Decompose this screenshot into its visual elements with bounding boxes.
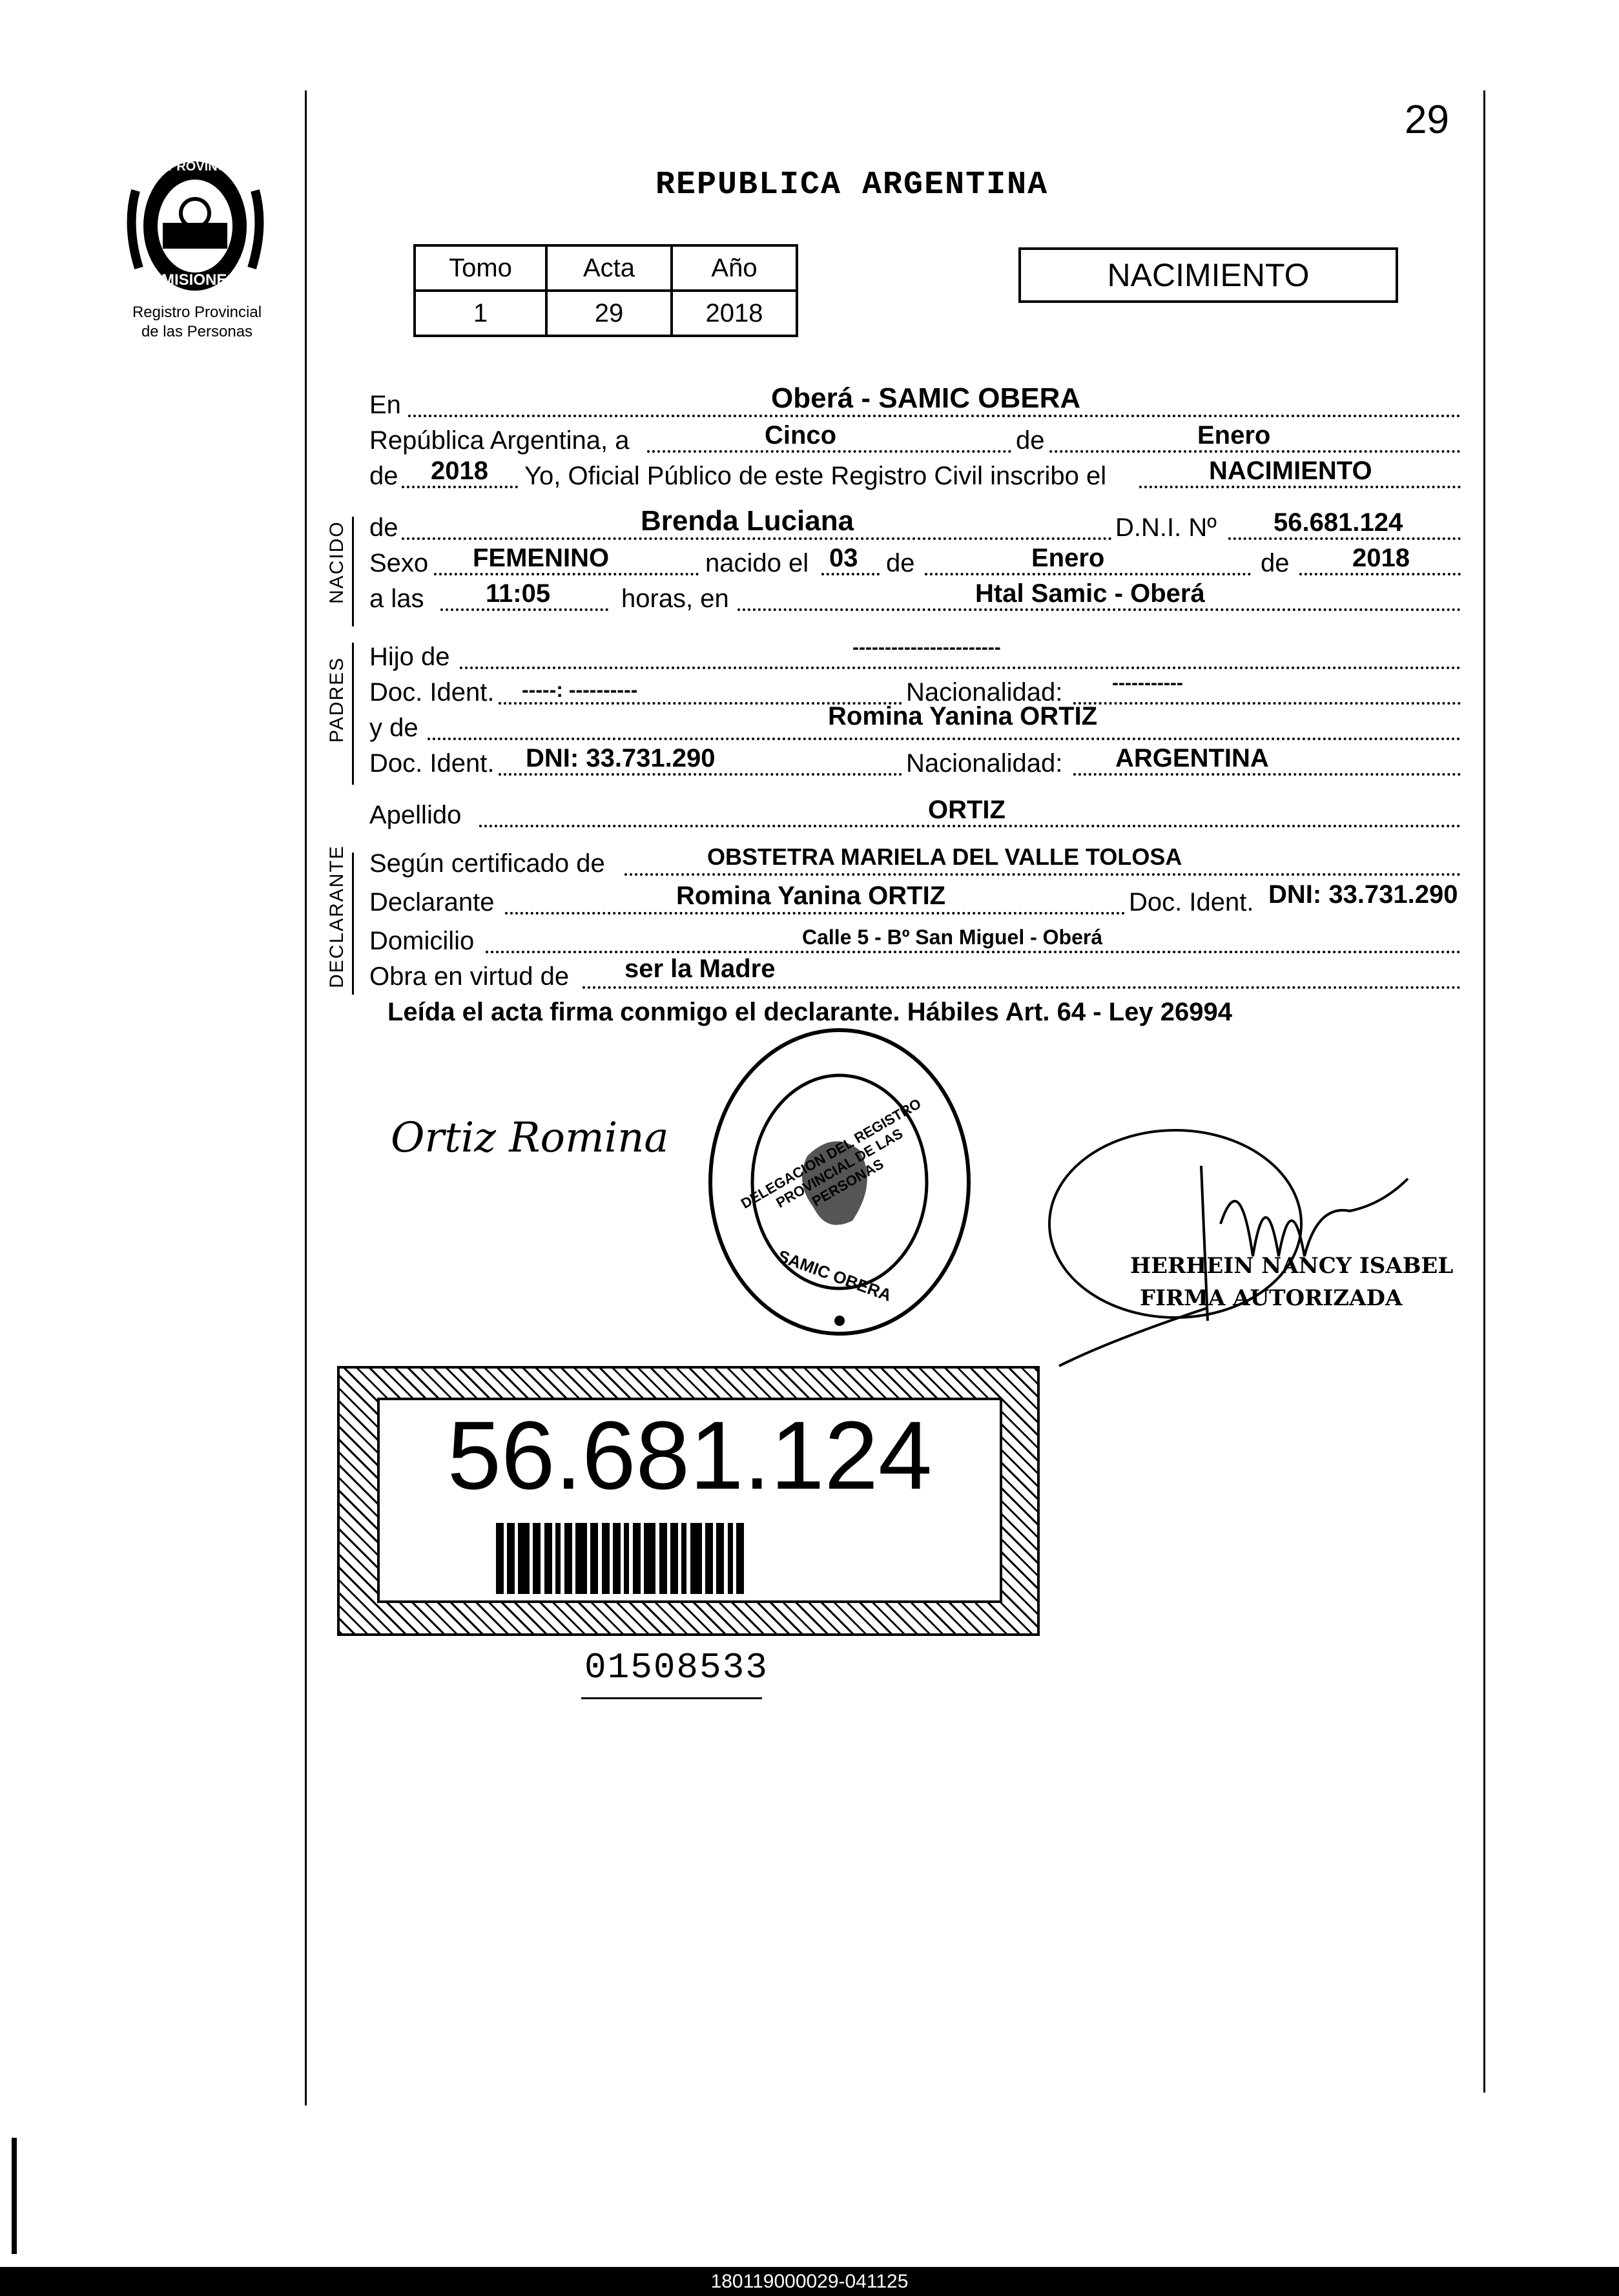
- barcode-bar: [602, 1523, 610, 1594]
- barcode: [496, 1523, 883, 1594]
- registry-seal: [704, 1027, 975, 1343]
- dotted-line: [1299, 573, 1461, 575]
- decl-doc-label: Doc. Ident.: [1125, 888, 1257, 917]
- seal-inner-text: SAMIC OBERA: [775, 1246, 894, 1305]
- barcode-bar: [644, 1523, 655, 1594]
- yo-text: Yo, Oficial Público de este Registro Civil inscribo el: [524, 462, 1107, 490]
- barcode-bar: [507, 1523, 515, 1594]
- birth-year: 2018: [1352, 544, 1410, 572]
- birth-time: 11:05: [486, 579, 551, 608]
- dotted-line: [737, 608, 1461, 611]
- row-hora: [369, 581, 1461, 614]
- decl-doc-value: DNI: 33.731.290: [1268, 880, 1458, 909]
- tomo-acta-anio-table: [413, 244, 798, 337]
- decl-value: Romina Yanina ORTIZ: [676, 882, 946, 910]
- tomo-value: 1: [415, 291, 546, 336]
- dni-label: D.N.I. Nº: [1115, 513, 1217, 542]
- acta-header: Acta: [546, 245, 672, 291]
- dotted-line: [402, 537, 1112, 540]
- horas-label: horas, en: [621, 584, 729, 613]
- nacido-el-label: nacido el: [705, 549, 809, 577]
- sexo-label: Sexo: [369, 549, 429, 577]
- doc2-value: DNI: 33.731.290: [526, 744, 716, 772]
- dotted-line: [624, 873, 1461, 876]
- republica-label: República Argentina, a: [369, 426, 630, 455]
- dom-value: Calle 5 - Bº San Miguel - Oberá: [802, 926, 1103, 949]
- signature-scribble-icon: [1046, 1127, 1434, 1372]
- row-name: [369, 505, 1461, 543]
- yde-label: y de: [369, 714, 418, 742]
- page-title: REPUBLICA ARGENTINA: [655, 167, 1049, 203]
- left-margin-line: [305, 90, 307, 2105]
- declarante-section-label: DECLARANTE: [326, 845, 347, 988]
- page-number: 29: [1405, 98, 1449, 142]
- row-mother: [369, 702, 1461, 743]
- dom-label: Domicilio: [369, 927, 475, 955]
- dotted-line: [1228, 537, 1461, 540]
- dotted-line: [1073, 773, 1461, 776]
- dni-card-number: 56.681.124: [447, 1401, 933, 1509]
- left-edge-mark: [12, 2138, 17, 2254]
- de-b-label: de: [1261, 549, 1290, 577]
- barcode-bar: [544, 1523, 552, 1594]
- row-obra: [369, 955, 1461, 991]
- dotted-line: [647, 450, 1461, 453]
- row-domicilio: [369, 924, 1461, 956]
- row-en: [369, 382, 1461, 420]
- dotted-line: [583, 986, 1461, 989]
- barcode-bar: [728, 1523, 733, 1594]
- cert-value: OBSTETRA MARIELA DEL VALLE TOLOSA: [707, 843, 1182, 870]
- logo-caption-2: de las Personas: [141, 323, 253, 340]
- official-stamp-title: FIRMA AUTORIZADA: [1140, 1285, 1403, 1311]
- dni-card-inner: [377, 1398, 1002, 1603]
- obra-label: Obra en virtud de: [369, 962, 570, 991]
- dotted-line: [479, 825, 1461, 827]
- de-label-2: de: [369, 462, 398, 490]
- anio-value: 2018: [672, 291, 797, 336]
- mother-name: Romina Yanina ORTIZ: [828, 702, 1098, 730]
- logo-ring-bottom: MISIONES: [161, 271, 238, 289]
- padres-divider: [352, 643, 354, 785]
- dotted-line: [1073, 702, 1461, 705]
- barcode-bar: [496, 1523, 504, 1594]
- dni-card: [337, 1366, 1040, 1636]
- nac1-value: -----------: [1112, 672, 1183, 694]
- anio-header: Año: [672, 245, 797, 291]
- dotted-line: [440, 608, 608, 611]
- barcode-bar: [716, 1523, 724, 1594]
- acta-value: 29: [546, 291, 672, 336]
- hijo-value: -----------------------: [852, 637, 1001, 658]
- de-label-1: de: [1012, 426, 1049, 455]
- logo-ring-top: PROVINCIA DE: [168, 160, 261, 174]
- province-logo: [123, 152, 268, 297]
- row-hijo: [369, 639, 1461, 672]
- child-name: Brenda Luciana: [641, 505, 854, 537]
- birth-place: Htal Samic - Oberá: [975, 579, 1205, 608]
- nacido-divider: [352, 517, 354, 626]
- row-year: [369, 459, 1461, 491]
- obra-value: ser la Madre: [624, 955, 776, 983]
- dotted-line: [486, 951, 1461, 953]
- row-certificado: [369, 843, 1461, 878]
- doc1-value: -----: ----------: [522, 678, 638, 701]
- dotted-line: [460, 667, 1461, 669]
- barcode-bar: [736, 1523, 744, 1594]
- barcode-bar: [564, 1523, 572, 1594]
- nac2-label: Nacionalidad:: [902, 749, 1066, 778]
- padres-section-label: PADRES: [326, 656, 347, 743]
- decl-label: Declarante: [369, 888, 495, 916]
- barcode-bar: [670, 1523, 678, 1594]
- apellido-value: ORTIZ: [928, 796, 1005, 824]
- birth-month: Enero: [1031, 544, 1105, 572]
- row-declarante: [369, 880, 1461, 917]
- closing-text: Leída el acta firma conmigo el declarante. Hábiles Art. 64 - Ley 26994: [387, 998, 1232, 1026]
- nac1-label: Nacionalidad:: [902, 678, 1066, 707]
- de-name-label: de: [369, 513, 398, 542]
- dotted-line: [428, 738, 1461, 740]
- barcode-bar: [590, 1523, 598, 1594]
- seal-text: DELEGACION DEL REGISTRO PROVINCIAL DE LAS PERSONAS: [738, 1095, 924, 1212]
- barcode-bar: [518, 1523, 530, 1594]
- sexo-value: FEMENINO: [473, 544, 610, 572]
- dni-serial: 01508533: [584, 1647, 768, 1688]
- a-las-label: a las: [369, 584, 424, 613]
- dotted-line: [1139, 486, 1461, 488]
- declarante-divider: [352, 853, 354, 995]
- footer-code: 180119000029-041125: [0, 2267, 1619, 2296]
- act-type-box: NACIMIENTO: [1018, 247, 1398, 303]
- row-republica: [369, 423, 1461, 455]
- month-value: Enero: [1197, 421, 1271, 450]
- serial-underline: [581, 1697, 762, 1699]
- barcode-bar: [705, 1523, 713, 1594]
- declarant-signature: Ortiz Romina: [391, 1114, 669, 1162]
- dotted-line: [505, 912, 1151, 915]
- barcode-bar: [681, 1523, 686, 1594]
- nac2-value: ARGENTINA: [1115, 744, 1269, 772]
- dotted-line: [434, 573, 699, 575]
- child-dni: 56.681.124: [1274, 508, 1403, 537]
- row-sexo: [369, 546, 1461, 578]
- nacido-section-label: NACIDO: [326, 521, 347, 604]
- year-value: 2018: [431, 457, 488, 485]
- hijo-label: Hijo de: [369, 643, 450, 671]
- dotted-line: [408, 415, 1461, 417]
- tomo-header: Tomo: [415, 245, 546, 291]
- apellido-label: Apellido: [369, 801, 462, 829]
- barcode-bar: [659, 1523, 667, 1594]
- barcode-bar: [575, 1523, 587, 1594]
- official-signature: [1046, 1127, 1454, 1372]
- inscribe-value: NACIMIENTO: [1209, 457, 1372, 485]
- en-value: Oberá - SAMIC OBERA: [771, 382, 1081, 414]
- logo-caption-1: Registro Provincial: [132, 304, 262, 321]
- dotted-line: [925, 573, 1251, 575]
- barcode-bar: [533, 1523, 541, 1594]
- barcode-bar: [690, 1523, 702, 1594]
- official-stamp-name: HERHEIN NANCY ISABEL: [1130, 1253, 1454, 1279]
- right-margin-line: [1483, 90, 1485, 2093]
- barcode-bar: [555, 1523, 561, 1594]
- doc1-label: Doc. Ident.: [369, 678, 495, 707]
- barcode-bar: [624, 1523, 629, 1594]
- row-apellido: [369, 798, 1461, 830]
- row-doc2: [369, 746, 1461, 778]
- de-a-label: de: [886, 549, 915, 577]
- birth-day: 03: [829, 544, 858, 572]
- dotted-line: [821, 573, 880, 575]
- barcode-bar: [613, 1523, 621, 1594]
- doc2-label: Doc. Ident.: [369, 749, 495, 778]
- barcode-bar: [633, 1523, 641, 1594]
- en-label: En: [369, 391, 401, 419]
- day-word-value: Cinco: [765, 421, 837, 450]
- cert-label: Según certificado de: [369, 849, 605, 878]
- dotted-line: [402, 486, 518, 488]
